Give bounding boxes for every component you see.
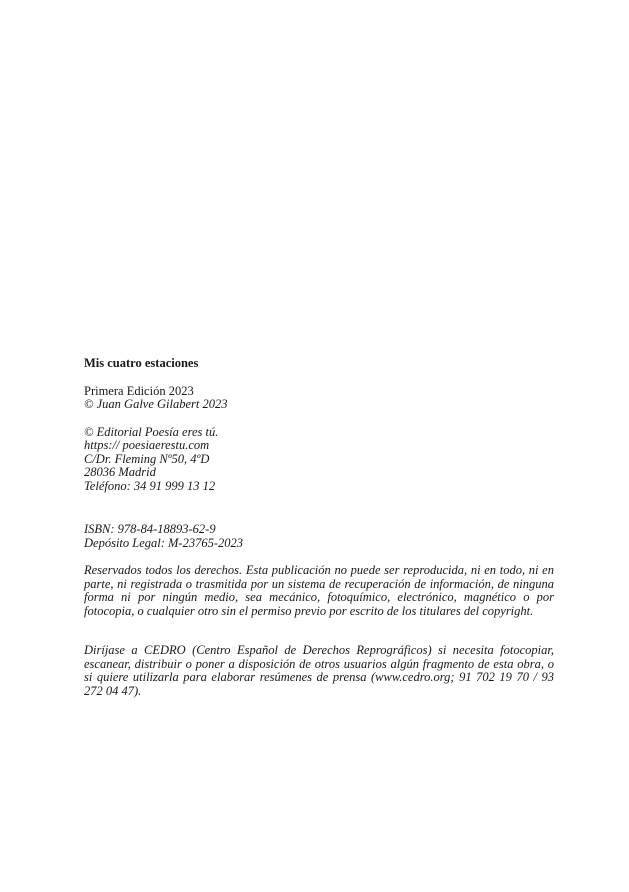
isbn-line: ISBN: 978-84-18893-62-9 bbox=[84, 522, 216, 536]
cedro-paragraph: Diríjase a CEDRO (Centro Español de Derechos Reprográficos) si necesita fotocopiar, escanear, distribuir o poner a disposición de otros usuarios algún fragmento de esta obra, o si quiere utilizarla para elaborar resúmenes de prensa (www.cedro.org; 91 702 19 70 / 93 272 04 47). bbox=[84, 643, 554, 698]
copyright-content bbox=[84, 357, 554, 698]
edition-line: Primera Edición 2023 bbox=[84, 383, 194, 398]
rights-paragraph: Reservados todos los derechos. Esta publicación no puede ser reproducida, ni en todo, ni en parte, ni registrada o trasmitida por un sistema de recuperación de información, de ninguna forma ni por ningún medio, sea mecánico, fotoquímico, electrónico, magnético o por fotocopia, o cualquier otro sin el permiso previo por escrito de los titulares del copyright. bbox=[84, 563, 554, 618]
author-copyright-line: © Juan Galve Gilabert 2023 bbox=[84, 397, 228, 411]
edition-block bbox=[84, 385, 554, 412]
publisher-block bbox=[84, 426, 554, 494]
deposito-legal-line: Depósito Legal: M-23765-2023 bbox=[84, 535, 244, 550]
book-title: Mis cuatro estaciones bbox=[84, 356, 199, 370]
legal-ids-block bbox=[84, 523, 554, 550]
publisher-phone: Teléfono: 34 91 999 13 12 bbox=[84, 478, 216, 493]
publisher-website: https:// poesiaerestu.com bbox=[84, 438, 210, 452]
publisher-name: © Editorial Poesía eres tú. bbox=[84, 424, 219, 439]
publisher-address-street: C/Dr. Fleming Nº50, 4ºD bbox=[84, 451, 210, 466]
publisher-address-city: 28036 Madrid bbox=[84, 465, 156, 479]
